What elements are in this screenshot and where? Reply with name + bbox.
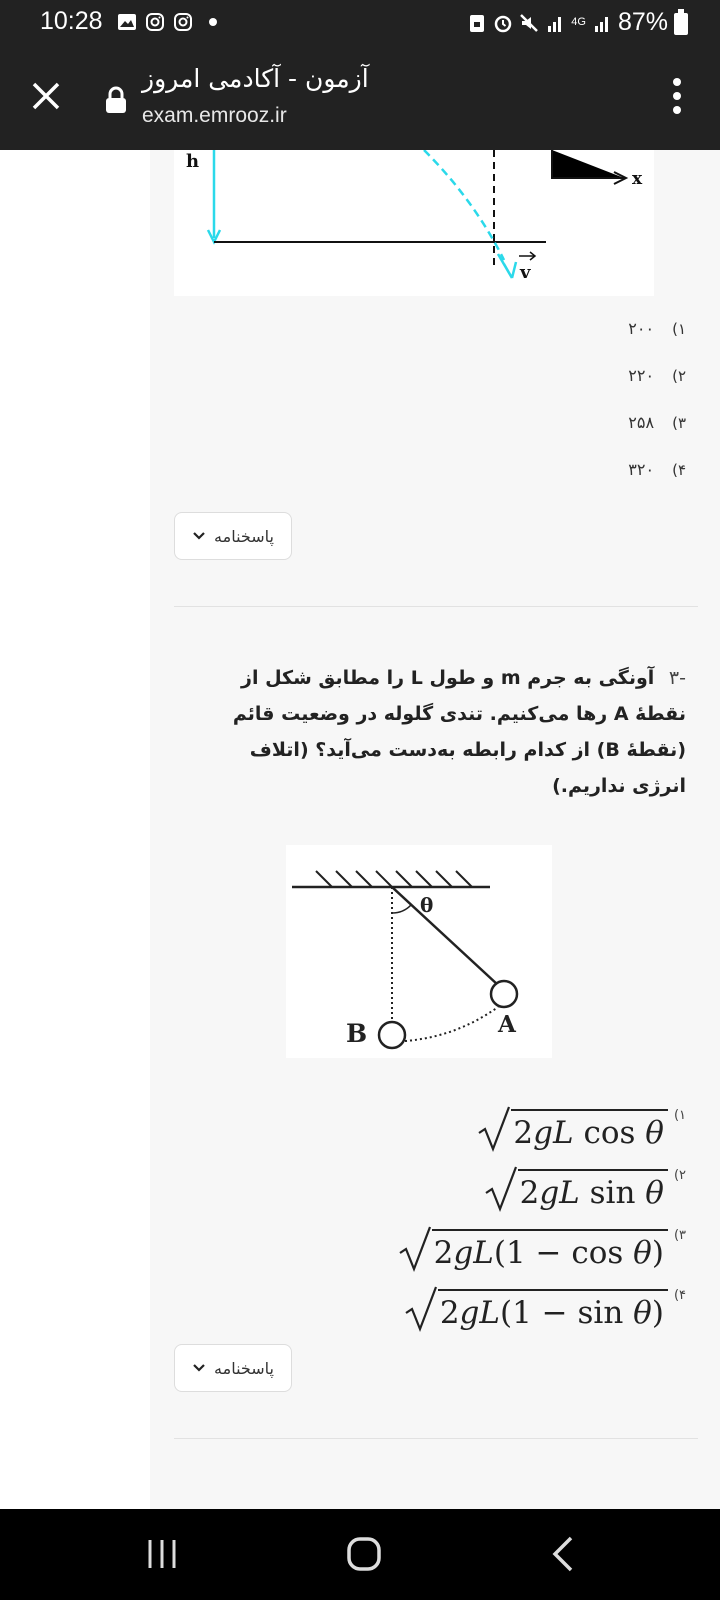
answer-key-button[interactable] [174,1344,292,1392]
notification-icons [117,12,221,32]
divider [174,1438,698,1439]
answer-key-label: پاسخنامه [214,526,274,546]
option-3[interactable]: ۳) ۲۵۸ [628,413,686,432]
mute-icon [519,13,539,33]
left-margin [0,150,150,1509]
formula: 2gL sin θ [484,1165,668,1213]
instagram-icon [145,12,165,32]
label-b: B [346,1019,368,1048]
prev-options [628,305,686,493]
recent-apps-icon[interactable] [142,1534,182,1574]
status-bar [0,0,720,46]
label-a: A [498,1011,516,1038]
gallery-icon [117,12,137,32]
chevron-down-icon [192,1363,206,1373]
page-content[interactable] [0,150,720,1509]
alarm-icon [493,13,513,33]
answer-key-label: پاسخنامه [214,1358,274,1378]
home-icon[interactable] [344,1534,384,1574]
page-url[interactable]: exam.emrooz.ir [142,104,287,127]
dot-icon [201,12,221,32]
label-v: v [520,262,531,283]
battery-percent: 87% [617,8,668,36]
sqrt-symbol [484,1165,518,1213]
question-text [196,660,686,804]
option-2[interactable]: ۲) ۲۲۰ [628,366,686,385]
more-options-icon[interactable] [672,76,682,116]
option-3[interactable]: ۳) 2gL(1 − cos θ) [398,1220,686,1278]
formula: 2gL cos θ [477,1105,668,1153]
chevron-down-icon [192,531,206,541]
signal-icon [592,13,612,33]
network-type: 4G [571,16,586,28]
instagram-icon [173,12,193,32]
option-4[interactable]: ۴) 2gL(1 − sin θ) [404,1280,686,1338]
divider [174,606,698,607]
close-icon[interactable] [28,78,64,114]
answer-key-button[interactable] [174,512,292,560]
battery-icon [674,13,688,35]
pendulum-figure [286,845,552,1058]
formula: 2gL(1 − sin θ) [404,1285,668,1333]
page-title: آزمون - آکادمی امروز [142,64,369,93]
vpn-lock-icon [467,13,487,33]
exam-column [150,150,720,1509]
back-icon[interactable] [545,1534,585,1574]
option-4[interactable]: ۴) ۳۲۰ [628,460,686,479]
label-h: h [186,151,200,172]
option-1[interactable]: ۱) ۲۰۰ [628,319,686,338]
option-1[interactable]: ۱) 2gL cos θ [477,1100,686,1158]
option-2[interactable]: ۲) 2gL sin θ [484,1160,686,1218]
status-time: 10:28 [40,7,103,35]
signal-icon [545,13,565,33]
system-nav-bar [0,1509,720,1600]
projectile-figure [174,150,654,296]
sqrt-symbol [398,1225,432,1273]
browser-toolbar [0,46,720,150]
sqrt-symbol [404,1285,438,1333]
sqrt-symbol [477,1105,511,1153]
label-x: x [632,169,643,189]
lock-icon [104,86,128,114]
question-body: آونگی به جرم m و طول L را مطابق شکل از نقطهٔ A رها می‌کنیم. تندی گلوله در وضعیت قائم (نقطهٔ B) از کدام رابطه به‌دست می‌آید؟ (اتلاف انرژی نداریم.) [232,667,686,797]
question-number: -۳ [668,667,686,689]
label-theta: θ [420,893,434,917]
formula: 2gL(1 − cos θ) [398,1225,668,1273]
system-status [467,8,668,37]
